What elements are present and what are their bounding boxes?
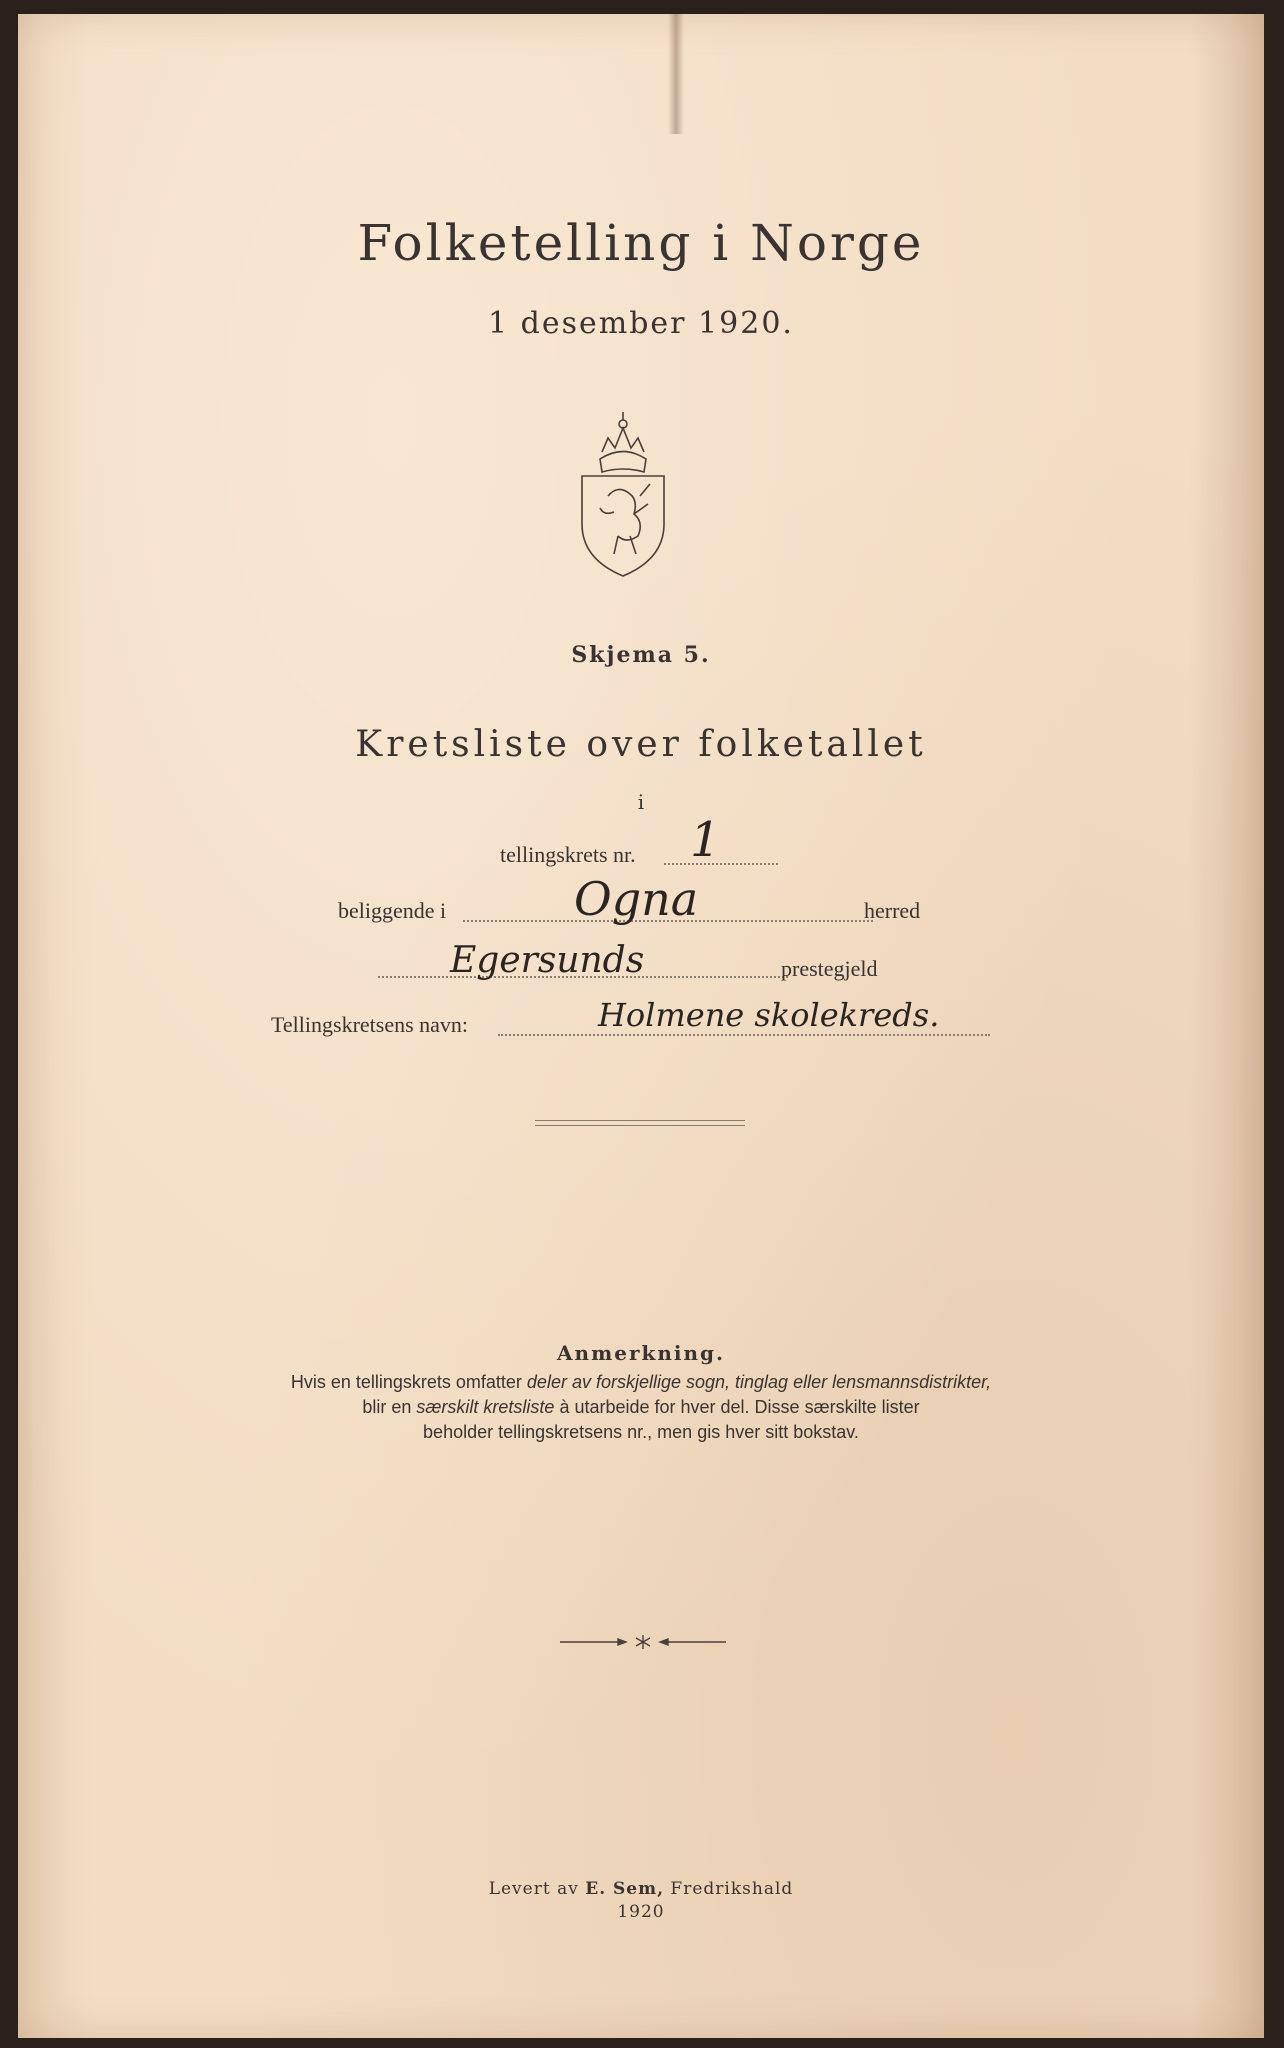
note-heading: Anmerkning.	[557, 1341, 725, 1365]
note-line-2-rest: à utarbeide for hver del. Disse særskilte lister	[554, 1397, 920, 1417]
print-year: 1920	[617, 1902, 665, 1922]
prestegjeld-value: Egersunds	[450, 940, 645, 981]
printer-name: E. Sem,	[585, 1879, 665, 1899]
herred-label: herred	[864, 898, 921, 923]
note-line-1	[18, 1372, 1264, 1393]
note-line-1-italic: deler av forskjellige sogn, tinglag eller lensmannsdistrikter,	[526, 1372, 992, 1392]
beliggende-label: beliggende i	[338, 898, 447, 923]
navn-label: Tellingskretsens navn:	[271, 1012, 469, 1037]
double-rule-divider	[535, 1120, 745, 1126]
tellingskrets-value: 1	[690, 812, 721, 868]
prestegjeld-label: prestegjeld	[781, 956, 878, 981]
navn-line	[498, 1034, 990, 1036]
note-line-2-text: blir en	[362, 1397, 417, 1417]
printer-credit	[18, 1879, 1264, 1899]
schema-number: Skjema 5.	[571, 642, 711, 668]
note-line-2-italic: særskilt kretsliste	[416, 1397, 555, 1417]
printer-prefix: Levert av	[488, 1879, 586, 1899]
form-subtitle: Kretsliste over folketallet	[355, 724, 927, 765]
page-title: Folketelling i Norge	[357, 214, 925, 272]
paper-tear	[668, 14, 684, 134]
tellingskrets-line	[664, 863, 778, 865]
printer-location: Fredrikshald	[664, 1879, 794, 1899]
note-line-3: beholder tellingskretsens nr., men gis hver sitt bokstav.	[423, 1422, 859, 1442]
note-line-1-text: Hvis en tellingskrets omfatter	[290, 1372, 527, 1392]
census-form-page	[18, 14, 1264, 2038]
norwegian-coat-of-arms-icon	[578, 404, 668, 579]
beliggende-value: Ogna	[574, 872, 699, 926]
census-date: 1 desember 1920.	[488, 306, 794, 341]
note-line-2	[18, 1397, 1264, 1418]
ornament-divider-icon	[558, 1633, 728, 1651]
preposition-i: i	[637, 790, 645, 814]
navn-value: Holmene skolekreds.	[598, 996, 940, 1034]
tellingskrets-label: tellingskrets nr.	[500, 842, 636, 867]
